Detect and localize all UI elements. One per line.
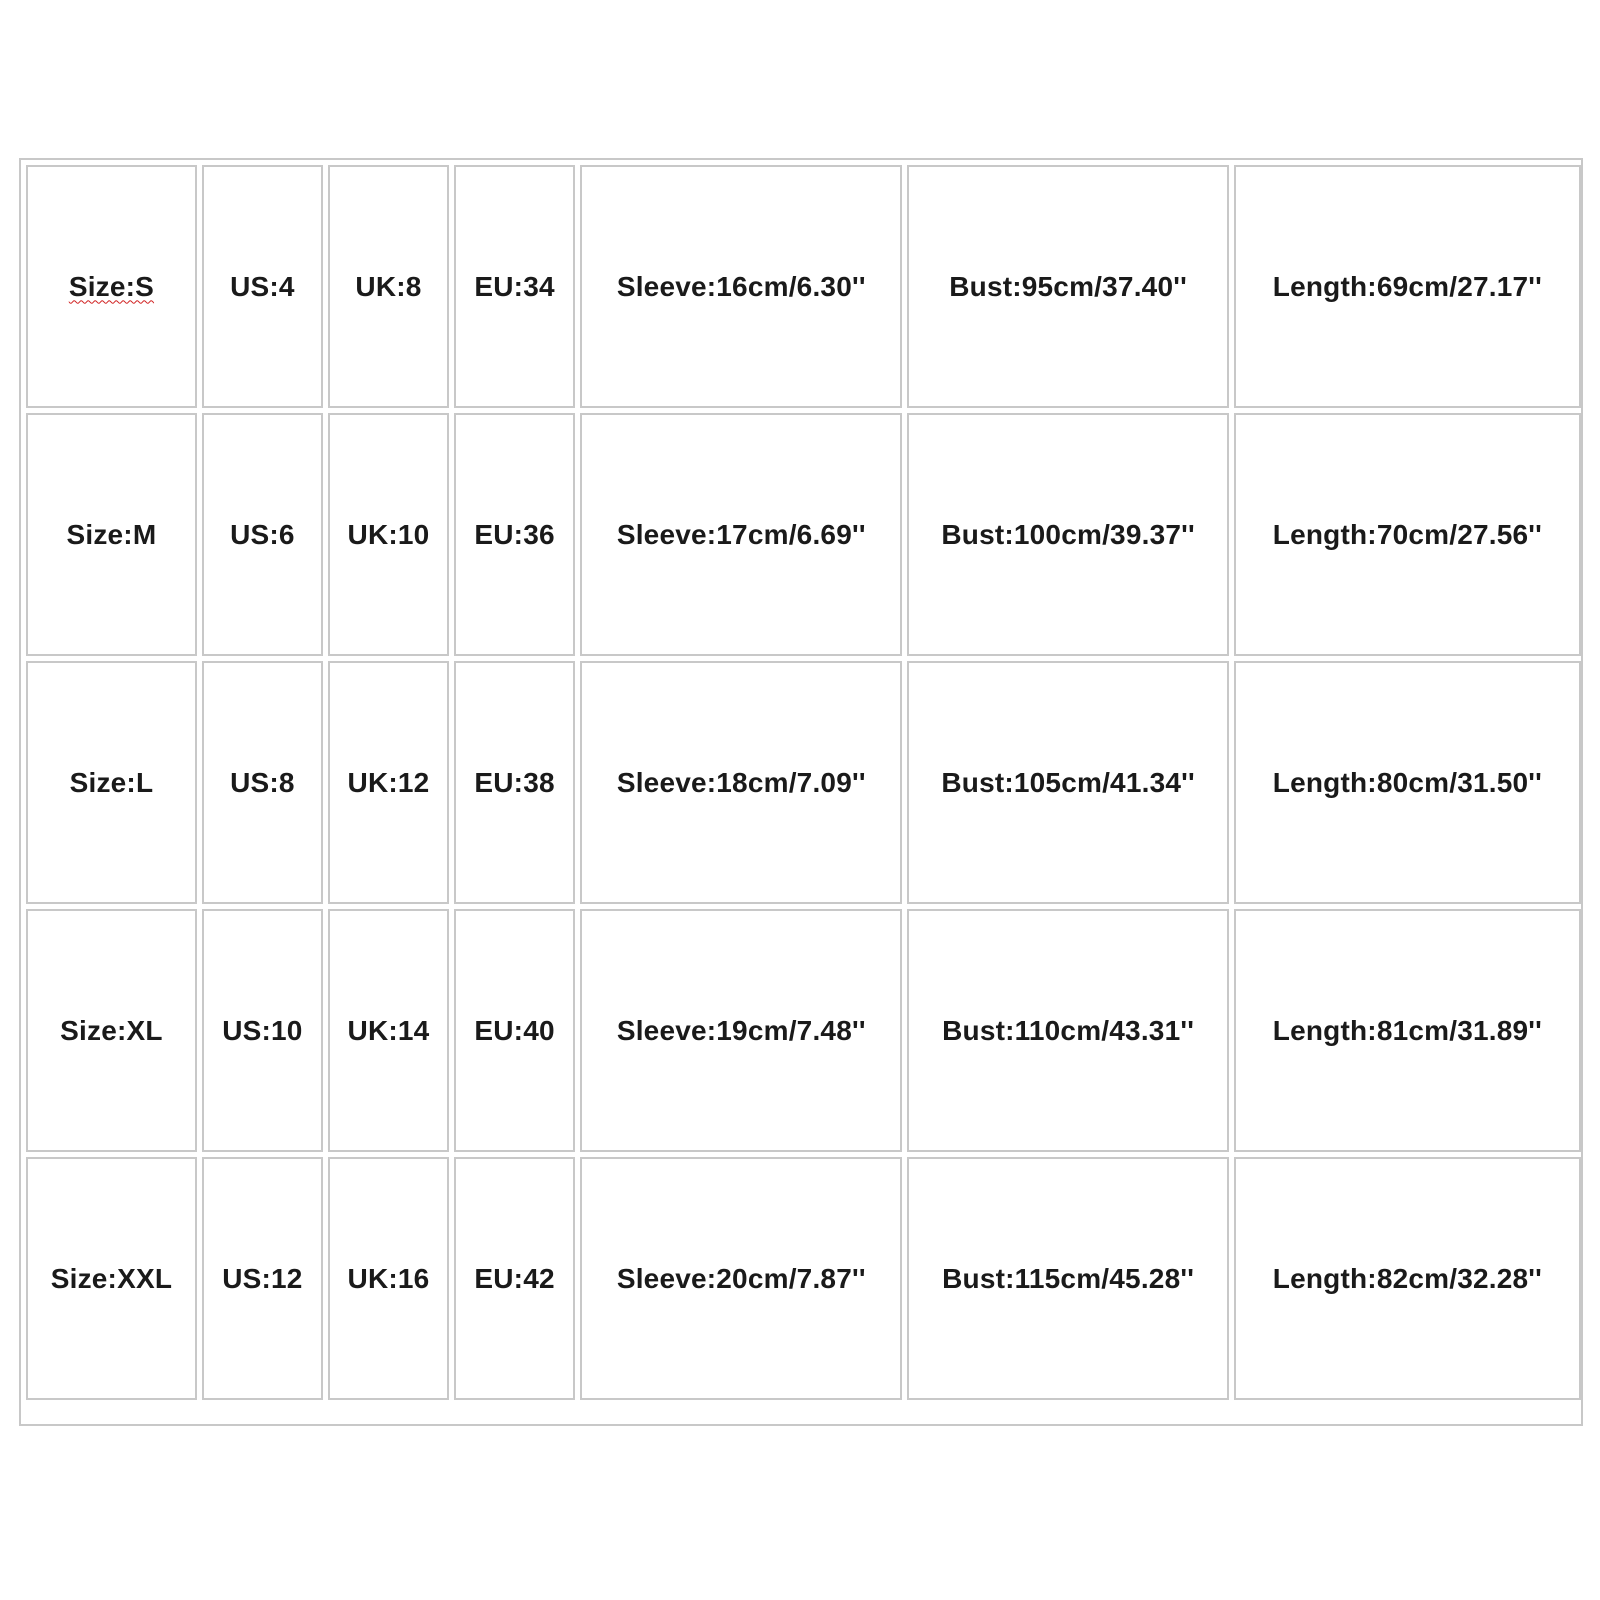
length-cell: Length:80cm/31.50'' bbox=[1234, 661, 1581, 904]
size-cell: Size:XL bbox=[26, 909, 197, 1152]
size-row-xxl bbox=[26, 1157, 1581, 1400]
length-cell: Length:82cm/32.28'' bbox=[1234, 1157, 1581, 1400]
length-cell: Length:70cm/27.56'' bbox=[1234, 413, 1581, 656]
bust-cell: Bust:105cm/41.34'' bbox=[907, 661, 1228, 904]
us-size-cell: US:10 bbox=[202, 909, 323, 1152]
bust-cell: Bust:95cm/37.40'' bbox=[907, 165, 1228, 408]
sleeve-cell: Sleeve:18cm/7.09'' bbox=[580, 661, 902, 904]
bust-cell: Bust:100cm/39.37'' bbox=[907, 413, 1228, 656]
uk-size-cell: UK:12 bbox=[328, 661, 449, 904]
bust-cell: Bust:115cm/45.28'' bbox=[907, 1157, 1228, 1400]
size-row-xl bbox=[26, 909, 1581, 1152]
eu-size-cell: EU:36 bbox=[454, 413, 575, 656]
size-cell: Size:M bbox=[26, 413, 197, 656]
eu-size-cell: EU:42 bbox=[454, 1157, 575, 1400]
size-chart-table bbox=[21, 160, 1586, 1405]
eu-size-cell: EU:38 bbox=[454, 661, 575, 904]
uk-size-cell: UK:10 bbox=[328, 413, 449, 656]
us-size-cell: US:6 bbox=[202, 413, 323, 656]
size-chart-frame bbox=[19, 158, 1583, 1426]
eu-size-cell: EU:34 bbox=[454, 165, 575, 408]
size-row-l bbox=[26, 661, 1581, 904]
sleeve-cell: Sleeve:17cm/6.69'' bbox=[580, 413, 902, 656]
size-cell: Size:L bbox=[26, 661, 197, 904]
us-size-cell: US:12 bbox=[202, 1157, 323, 1400]
sleeve-cell: Sleeve:19cm/7.48'' bbox=[580, 909, 902, 1152]
size-cell bbox=[26, 165, 197, 408]
us-size-cell: US:4 bbox=[202, 165, 323, 408]
size-label: Size:S bbox=[68, 270, 155, 302]
uk-size-cell: UK:16 bbox=[328, 1157, 449, 1400]
bust-cell: Bust:110cm/43.31'' bbox=[907, 909, 1228, 1152]
us-size-cell: US:8 bbox=[202, 661, 323, 904]
size-row-s bbox=[26, 165, 1581, 408]
length-cell: Length:69cm/27.17'' bbox=[1234, 165, 1581, 408]
size-row-m bbox=[26, 413, 1581, 656]
uk-size-cell: UK:14 bbox=[328, 909, 449, 1152]
uk-size-cell: UK:8 bbox=[328, 165, 449, 408]
sleeve-cell: Sleeve:20cm/7.87'' bbox=[580, 1157, 902, 1400]
length-cell: Length:81cm/31.89'' bbox=[1234, 909, 1581, 1152]
size-cell: Size:XXL bbox=[26, 1157, 197, 1400]
sleeve-cell: Sleeve:16cm/6.30'' bbox=[580, 165, 902, 408]
eu-size-cell: EU:40 bbox=[454, 909, 575, 1152]
